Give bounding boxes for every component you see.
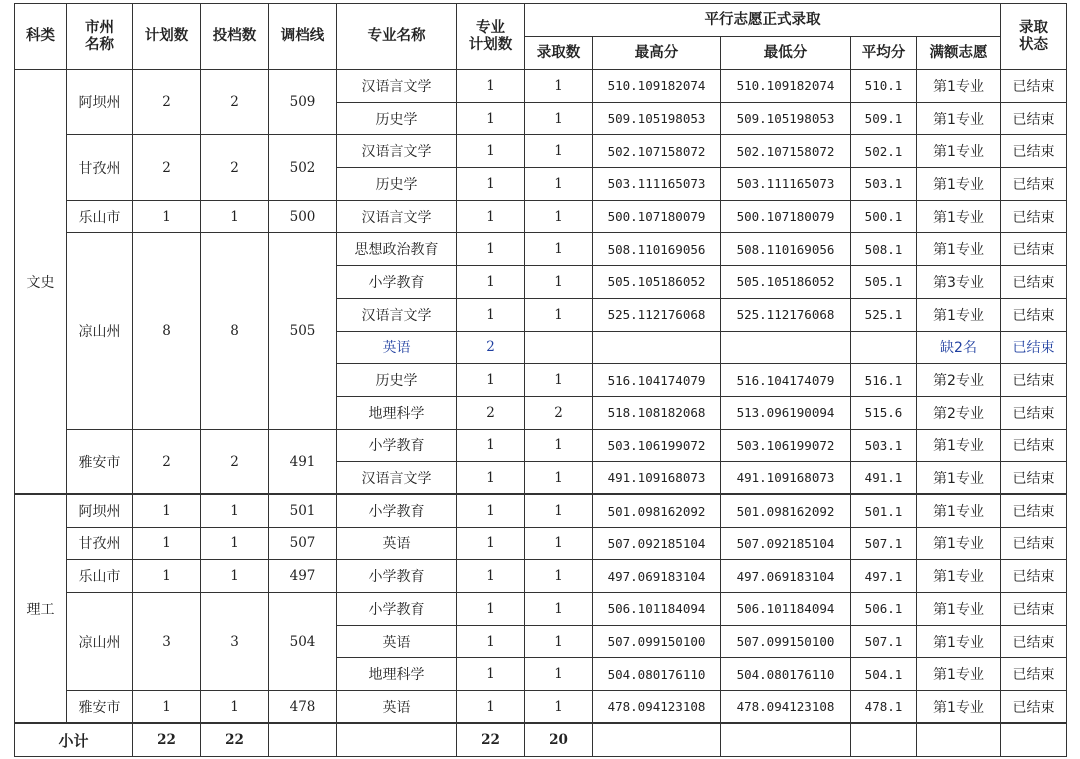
admitted-cell: 1 bbox=[525, 593, 593, 626]
min-score-cell: 503.111165073 bbox=[721, 168, 851, 201]
status-cell: 已结束 bbox=[1001, 429, 1067, 462]
major-plan-cell: 1 bbox=[457, 527, 525, 560]
full-choice-cell: 第3专业 bbox=[917, 266, 1001, 299]
major-plan-cell: 1 bbox=[457, 462, 525, 495]
full-choice-cell: 第1专业 bbox=[917, 298, 1001, 331]
admitted-cell: 1 bbox=[525, 135, 593, 168]
max-score-cell: 525.112176068 bbox=[593, 298, 721, 331]
plan-cell: 3 bbox=[133, 593, 201, 691]
adjust-line-cell: 491 bbox=[269, 429, 337, 494]
avg-score-cell: 502.1 bbox=[851, 135, 917, 168]
plan-cell: 1 bbox=[133, 200, 201, 233]
admitted-cell: 1 bbox=[525, 462, 593, 495]
full-choice-cell: 第1专业 bbox=[917, 494, 1001, 527]
header-category: 科类 bbox=[15, 4, 67, 70]
total-empty-min bbox=[721, 723, 851, 756]
filed-cell: 1 bbox=[201, 691, 269, 724]
status-cell: 已结束 bbox=[1001, 396, 1067, 429]
total-plan: 22 bbox=[133, 723, 201, 756]
major-cell: 思想政治教育 bbox=[337, 233, 457, 266]
avg-score-cell: 491.1 bbox=[851, 462, 917, 495]
table-row bbox=[15, 691, 1067, 724]
min-score-cell: 500.107180079 bbox=[721, 200, 851, 233]
filed-cell: 1 bbox=[201, 527, 269, 560]
header-full-choice: 满额志愿 bbox=[917, 37, 1001, 70]
major-plan-cell: 1 bbox=[457, 593, 525, 626]
full-choice-cell: 第1专业 bbox=[917, 593, 1001, 626]
major-cell: 汉语言文学 bbox=[337, 298, 457, 331]
adjust-line-cell: 501 bbox=[269, 494, 337, 527]
status-cell: 已结束 bbox=[1001, 168, 1067, 201]
table-row bbox=[15, 429, 1067, 462]
full-choice-cell: 第2专业 bbox=[917, 396, 1001, 429]
filed-cell: 2 bbox=[201, 429, 269, 494]
major-plan-cell: 1 bbox=[457, 135, 525, 168]
filed-cell: 1 bbox=[201, 200, 269, 233]
admitted-cell: 1 bbox=[525, 560, 593, 593]
admitted-cell: 1 bbox=[525, 233, 593, 266]
header-city bbox=[67, 4, 133, 70]
total-major-plan: 22 bbox=[457, 723, 525, 756]
major-cell: 历史学 bbox=[337, 102, 457, 135]
plan-cell: 2 bbox=[133, 70, 201, 135]
category-cell: 文史 bbox=[15, 70, 67, 495]
admitted-cell: 1 bbox=[525, 494, 593, 527]
max-score-cell: 503.111165073 bbox=[593, 168, 721, 201]
filed-cell: 2 bbox=[201, 135, 269, 200]
max-score-cell: 508.110169056 bbox=[593, 233, 721, 266]
header-adjust-line: 调档线 bbox=[269, 4, 337, 70]
adjust-line-cell: 502 bbox=[269, 135, 337, 200]
admitted-cell: 1 bbox=[525, 266, 593, 299]
avg-score-cell: 507.1 bbox=[851, 625, 917, 658]
major-cell: 小学教育 bbox=[337, 266, 457, 299]
plan-cell: 1 bbox=[133, 527, 201, 560]
status-cell: 已结束 bbox=[1001, 658, 1067, 691]
status-cell: 已结束 bbox=[1001, 462, 1067, 495]
adjust-line-cell: 478 bbox=[269, 691, 337, 724]
avg-score-cell: 525.1 bbox=[851, 298, 917, 331]
status-cell: 已结束 bbox=[1001, 135, 1067, 168]
table-row bbox=[15, 494, 1067, 527]
header-status bbox=[1001, 4, 1067, 70]
major-cell: 英语 bbox=[337, 331, 457, 364]
table-row bbox=[15, 70, 1067, 103]
max-score-cell: 478.094123108 bbox=[593, 691, 721, 724]
min-score-cell: 478.094123108 bbox=[721, 691, 851, 724]
max-score-cell bbox=[593, 331, 721, 364]
admitted-cell: 1 bbox=[525, 70, 593, 103]
max-score-cell: 518.108182068 bbox=[593, 396, 721, 429]
avg-score-cell: 508.1 bbox=[851, 233, 917, 266]
major-cell: 汉语言文学 bbox=[337, 200, 457, 233]
adjust-line-cell: 507 bbox=[269, 527, 337, 560]
header-filed: 投档数 bbox=[201, 4, 269, 70]
plan-cell: 2 bbox=[133, 429, 201, 494]
min-score-cell bbox=[721, 331, 851, 364]
avg-score-cell: 506.1 bbox=[851, 593, 917, 626]
filed-cell: 2 bbox=[201, 70, 269, 135]
total-empty-status bbox=[1001, 723, 1067, 756]
plan-cell: 1 bbox=[133, 560, 201, 593]
total-filed: 22 bbox=[201, 723, 269, 756]
full-choice-cell: 第1专业 bbox=[917, 691, 1001, 724]
min-score-cell: 513.096190094 bbox=[721, 396, 851, 429]
major-plan-cell: 1 bbox=[457, 233, 525, 266]
max-score-cell: 509.105198053 bbox=[593, 102, 721, 135]
category-cell: 理工 bbox=[15, 494, 67, 723]
header-city-text: 市州 名称 bbox=[85, 19, 114, 53]
major-plan-cell: 1 bbox=[457, 298, 525, 331]
filed-cell: 8 bbox=[201, 233, 269, 429]
admitted-cell: 1 bbox=[525, 168, 593, 201]
full-choice-cell: 第1专业 bbox=[917, 429, 1001, 462]
min-score-cell: 507.099150100 bbox=[721, 625, 851, 658]
total-label: 小计 bbox=[15, 723, 133, 756]
admitted-cell: 1 bbox=[525, 298, 593, 331]
status-cell: 已结束 bbox=[1001, 527, 1067, 560]
max-score-cell: 506.101184094 bbox=[593, 593, 721, 626]
status-cell: 已结束 bbox=[1001, 266, 1067, 299]
city-cell: 雅安市 bbox=[67, 691, 133, 724]
major-cell: 历史学 bbox=[337, 168, 457, 201]
status-cell: 已结束 bbox=[1001, 298, 1067, 331]
city-cell: 阿坝州 bbox=[67, 70, 133, 135]
min-score-cell: 509.105198053 bbox=[721, 102, 851, 135]
min-score-cell: 501.098162092 bbox=[721, 494, 851, 527]
major-cell: 小学教育 bbox=[337, 494, 457, 527]
avg-score-cell: 509.1 bbox=[851, 102, 917, 135]
avg-score-cell: 501.1 bbox=[851, 494, 917, 527]
min-score-cell: 506.101184094 bbox=[721, 593, 851, 626]
adjust-line-cell: 500 bbox=[269, 200, 337, 233]
status-cell: 已结束 bbox=[1001, 331, 1067, 364]
status-cell: 已结束 bbox=[1001, 102, 1067, 135]
avg-score-cell: 503.1 bbox=[851, 168, 917, 201]
full-choice-cell: 第1专业 bbox=[917, 658, 1001, 691]
status-cell: 已结束 bbox=[1001, 593, 1067, 626]
admitted-cell: 1 bbox=[525, 429, 593, 462]
max-score-cell: 505.105186052 bbox=[593, 266, 721, 299]
major-plan-cell: 2 bbox=[457, 331, 525, 364]
major-plan-cell: 1 bbox=[457, 266, 525, 299]
full-choice-cell: 第1专业 bbox=[917, 560, 1001, 593]
avg-score-cell: 478.1 bbox=[851, 691, 917, 724]
admitted-cell: 1 bbox=[525, 625, 593, 658]
max-score-cell: 501.098162092 bbox=[593, 494, 721, 527]
major-plan-cell: 1 bbox=[457, 364, 525, 397]
filed-cell: 3 bbox=[201, 593, 269, 691]
max-score-cell: 504.080176110 bbox=[593, 658, 721, 691]
full-choice-cell: 第1专业 bbox=[917, 135, 1001, 168]
admitted-cell: 1 bbox=[525, 200, 593, 233]
full-choice-cell: 第1专业 bbox=[917, 70, 1001, 103]
major-cell: 小学教育 bbox=[337, 560, 457, 593]
full-choice-cell: 第1专业 bbox=[917, 168, 1001, 201]
header-min-score: 最低分 bbox=[721, 37, 851, 70]
major-plan-cell: 1 bbox=[457, 102, 525, 135]
major-plan-cell: 1 bbox=[457, 625, 525, 658]
min-score-cell: 491.109168073 bbox=[721, 462, 851, 495]
major-plan-cell: 1 bbox=[457, 168, 525, 201]
total-row bbox=[15, 723, 1067, 756]
major-plan-cell: 1 bbox=[457, 560, 525, 593]
table-row bbox=[15, 233, 1067, 266]
major-cell: 英语 bbox=[337, 691, 457, 724]
header-max-score: 最高分 bbox=[593, 37, 721, 70]
full-choice-cell: 缺2名 bbox=[917, 331, 1001, 364]
adjust-line-cell: 509 bbox=[269, 70, 337, 135]
status-cell: 已结束 bbox=[1001, 494, 1067, 527]
total-admitted: 20 bbox=[525, 723, 593, 756]
admitted-cell: 1 bbox=[525, 364, 593, 397]
major-plan-cell: 1 bbox=[457, 70, 525, 103]
major-cell: 英语 bbox=[337, 625, 457, 658]
major-plan-cell: 1 bbox=[457, 658, 525, 691]
major-cell: 汉语言文学 bbox=[337, 462, 457, 495]
full-choice-cell: 第1专业 bbox=[917, 233, 1001, 266]
plan-cell: 2 bbox=[133, 135, 201, 200]
table-row bbox=[15, 560, 1067, 593]
status-cell: 已结束 bbox=[1001, 200, 1067, 233]
avg-score-cell: 500.1 bbox=[851, 200, 917, 233]
min-score-cell: 505.105186052 bbox=[721, 266, 851, 299]
total-empty-full bbox=[917, 723, 1001, 756]
table-body bbox=[15, 70, 1067, 724]
full-choice-cell: 第1专业 bbox=[917, 625, 1001, 658]
major-plan-cell: 1 bbox=[457, 429, 525, 462]
major-cell: 地理科学 bbox=[337, 396, 457, 429]
admitted-cell bbox=[525, 331, 593, 364]
adjust-line-cell: 497 bbox=[269, 560, 337, 593]
major-plan-cell: 1 bbox=[457, 494, 525, 527]
min-score-cell: 525.112176068 bbox=[721, 298, 851, 331]
min-score-cell: 504.080176110 bbox=[721, 658, 851, 691]
filed-cell: 1 bbox=[201, 494, 269, 527]
city-cell: 乐山市 bbox=[67, 200, 133, 233]
max-score-cell: 507.099150100 bbox=[593, 625, 721, 658]
header-status-text: 录取 状态 bbox=[1019, 19, 1048, 53]
min-score-cell: 503.106199072 bbox=[721, 429, 851, 462]
avg-score-cell: 504.1 bbox=[851, 658, 917, 691]
admitted-cell: 1 bbox=[525, 527, 593, 560]
status-cell: 已结束 bbox=[1001, 691, 1067, 724]
avg-score-cell: 510.1 bbox=[851, 70, 917, 103]
max-score-cell: 503.106199072 bbox=[593, 429, 721, 462]
status-cell: 已结束 bbox=[1001, 233, 1067, 266]
total-empty-major bbox=[337, 723, 457, 756]
major-plan-cell: 1 bbox=[457, 200, 525, 233]
plan-cell: 1 bbox=[133, 691, 201, 724]
adjust-line-cell: 504 bbox=[269, 593, 337, 691]
major-cell: 地理科学 bbox=[337, 658, 457, 691]
max-score-cell: 500.107180079 bbox=[593, 200, 721, 233]
max-score-cell: 491.109168073 bbox=[593, 462, 721, 495]
total-empty-avg bbox=[851, 723, 917, 756]
table-row bbox=[15, 135, 1067, 168]
max-score-cell: 510.109182074 bbox=[593, 70, 721, 103]
adjust-line-cell: 505 bbox=[269, 233, 337, 429]
max-score-cell: 497.069183104 bbox=[593, 560, 721, 593]
header-parallel-group: 平行志愿正式录取 bbox=[525, 4, 1001, 37]
avg-score-cell: 507.1 bbox=[851, 527, 917, 560]
full-choice-cell: 第1专业 bbox=[917, 102, 1001, 135]
total-empty-max bbox=[593, 723, 721, 756]
total-empty-line bbox=[269, 723, 337, 756]
major-cell: 小学教育 bbox=[337, 593, 457, 626]
header-major-plan bbox=[457, 4, 525, 70]
major-plan-cell: 2 bbox=[457, 396, 525, 429]
major-plan-cell: 1 bbox=[457, 691, 525, 724]
major-cell: 小学教育 bbox=[337, 429, 457, 462]
min-score-cell: 516.104174079 bbox=[721, 364, 851, 397]
status-cell: 已结束 bbox=[1001, 70, 1067, 103]
avg-score-cell: 516.1 bbox=[851, 364, 917, 397]
avg-score-cell: 497.1 bbox=[851, 560, 917, 593]
header-admitted: 录取数 bbox=[525, 37, 593, 70]
major-cell: 汉语言文学 bbox=[337, 70, 457, 103]
full-choice-cell: 第1专业 bbox=[917, 462, 1001, 495]
city-cell: 甘孜州 bbox=[67, 135, 133, 200]
city-cell: 凉山州 bbox=[67, 593, 133, 691]
city-cell: 乐山市 bbox=[67, 560, 133, 593]
min-score-cell: 508.110169056 bbox=[721, 233, 851, 266]
avg-score-cell bbox=[851, 331, 917, 364]
status-cell: 已结束 bbox=[1001, 625, 1067, 658]
header-major-plan-text: 专业 计划数 bbox=[468, 19, 513, 53]
full-choice-cell: 第2专业 bbox=[917, 364, 1001, 397]
table-row bbox=[15, 593, 1067, 626]
city-cell: 甘孜州 bbox=[67, 527, 133, 560]
max-score-cell: 502.107158072 bbox=[593, 135, 721, 168]
status-cell: 已结束 bbox=[1001, 560, 1067, 593]
min-score-cell: 502.107158072 bbox=[721, 135, 851, 168]
full-choice-cell: 第1专业 bbox=[917, 527, 1001, 560]
admission-table bbox=[14, 3, 1067, 757]
admitted-cell: 1 bbox=[525, 658, 593, 691]
admitted-cell: 1 bbox=[525, 102, 593, 135]
plan-cell: 1 bbox=[133, 494, 201, 527]
admitted-cell: 2 bbox=[525, 396, 593, 429]
avg-score-cell: 505.1 bbox=[851, 266, 917, 299]
min-score-cell: 507.092185104 bbox=[721, 527, 851, 560]
max-score-cell: 516.104174079 bbox=[593, 364, 721, 397]
city-cell: 凉山州 bbox=[67, 233, 133, 429]
table-row bbox=[15, 200, 1067, 233]
plan-cell: 8 bbox=[133, 233, 201, 429]
city-cell: 雅安市 bbox=[67, 429, 133, 494]
header-major: 专业名称 bbox=[337, 4, 457, 70]
city-cell: 阿坝州 bbox=[67, 494, 133, 527]
status-cell: 已结束 bbox=[1001, 364, 1067, 397]
avg-score-cell: 515.6 bbox=[851, 396, 917, 429]
major-cell: 汉语言文学 bbox=[337, 135, 457, 168]
filed-cell: 1 bbox=[201, 560, 269, 593]
admitted-cell: 1 bbox=[525, 691, 593, 724]
max-score-cell: 507.092185104 bbox=[593, 527, 721, 560]
table-row bbox=[15, 527, 1067, 560]
min-score-cell: 497.069183104 bbox=[721, 560, 851, 593]
avg-score-cell: 503.1 bbox=[851, 429, 917, 462]
major-cell: 历史学 bbox=[337, 364, 457, 397]
header-plan: 计划数 bbox=[133, 4, 201, 70]
full-choice-cell: 第1专业 bbox=[917, 200, 1001, 233]
header-avg-score: 平均分 bbox=[851, 37, 917, 70]
major-cell: 英语 bbox=[337, 527, 457, 560]
min-score-cell: 510.109182074 bbox=[721, 70, 851, 103]
